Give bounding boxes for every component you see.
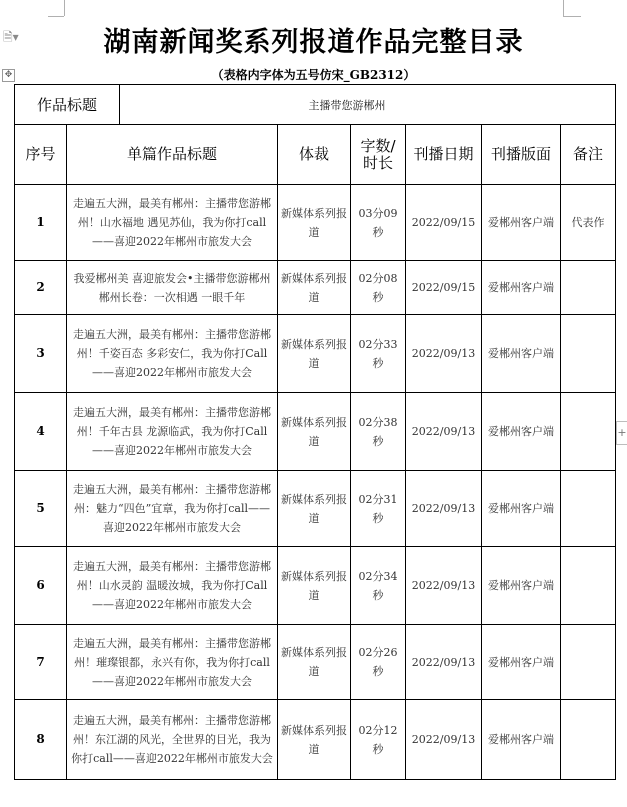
table-row — [15, 547, 616, 625]
row-section: 爱郴州客户端 — [482, 547, 561, 625]
row-section: 爱郴州客户端 — [482, 393, 561, 471]
row-genre: 新媒体系列报道 — [278, 185, 351, 261]
row-title: 我爱郴州美 喜迎旅发会•主播带您游郴州 郴州长卷：一次相遇 一眼千年 — [67, 261, 278, 315]
row-title: 走遍五大洲，最美有郴州：主播带您游郴州！千年古县 龙源临武，我为你打Call——喜迎2022年郴州市旅发大会 — [67, 393, 278, 471]
row-no: 4 — [15, 393, 67, 471]
row-date: 2022/09/15 — [406, 261, 482, 315]
row-note — [561, 261, 616, 315]
crop-mark-top-left-horizontal — [48, 16, 64, 18]
table-row — [15, 700, 616, 780]
row-section: 爱郴州客户端 — [482, 185, 561, 261]
page-subtitle: （表格内字体为五号仿宋_GB2312） — [211, 68, 416, 82]
document-icon[interactable]: 🗎▾ — [3, 30, 19, 44]
row-note — [561, 393, 616, 471]
row-duration: 02分12秒 — [351, 700, 406, 780]
work-title-row — [15, 85, 616, 125]
row-duration: 02分34秒 — [351, 547, 406, 625]
col-header-title: 单篇作品标题 — [67, 125, 278, 185]
row-date: 2022/09/13 — [406, 625, 482, 700]
row-no: 6 — [15, 547, 67, 625]
page-title: 湖南新闻奖系列报道作品完整目录 — [103, 27, 524, 58]
add-column-plus-icon[interactable]: + — [616, 421, 627, 445]
row-no: 2 — [15, 261, 67, 315]
row-date: 2022/09/13 — [406, 315, 482, 393]
row-genre: 新媒体系列报道 — [278, 471, 351, 547]
row-date: 2022/09/13 — [406, 547, 482, 625]
row-genre: 新媒体系列报道 — [278, 261, 351, 315]
row-section: 爱郴州客户端 — [482, 625, 561, 700]
crop-mark-top-right-horizontal — [563, 16, 581, 18]
col-header-date: 刊播日期 — [406, 125, 482, 185]
row-note — [561, 625, 616, 700]
work-title-value: 主播带您游郴州 — [278, 85, 616, 125]
row-note — [561, 315, 616, 393]
row-note — [561, 547, 616, 625]
table-move-handle-icon[interactable]: ✥ — [2, 69, 15, 82]
row-duration: 02分08秒 — [351, 261, 406, 315]
row-note — [561, 700, 616, 780]
work-title-label: 作品标题 — [15, 85, 120, 124]
row-duration: 02分26秒 — [351, 625, 406, 700]
works-table — [14, 84, 616, 780]
row-section: 爱郴州客户端 — [482, 261, 561, 315]
row-title: 走遍五大洲，最美有郴州：主播带您游郴州！璀璨银都，永兴有你，我为你打call——喜迎2022年郴州市旅发大会 — [67, 625, 278, 700]
table-row — [15, 625, 616, 700]
col-header-genre: 体裁 — [278, 125, 351, 185]
row-title: 走遍五大洲，最美有郴州：主播带您游郴州！山水灵韵 温暖汝城，我为你打Call——喜迎2022年郴州市旅发大会 — [67, 547, 278, 625]
row-title: 走遍五大洲，最美有郴州：主播带您游郴州！东江湖的风光，全世界的目光，我为你打call——喜迎2022年郴州市旅发大会 — [67, 700, 278, 780]
table-row — [15, 185, 616, 261]
row-no: 8 — [15, 700, 67, 780]
row-date: 2022/09/13 — [406, 700, 482, 780]
row-title: 走遍五大洲，最美有郴州：主播带您游郴州！山水福地 遇见苏仙，我为你打call——喜迎2022年郴州市旅发大会 — [67, 185, 278, 261]
row-duration: 02分33秒 — [351, 315, 406, 393]
row-genre: 新媒体系列报道 — [278, 393, 351, 471]
row-note: 代表作 — [561, 185, 616, 261]
row-genre: 新媒体系列报道 — [278, 315, 351, 393]
row-date: 2022/09/13 — [406, 393, 482, 471]
row-duration: 02分38秒 — [351, 393, 406, 471]
row-duration: 03分09秒 — [351, 185, 406, 261]
table-row — [15, 471, 616, 547]
row-genre: 新媒体系列报道 — [278, 700, 351, 780]
row-no: 5 — [15, 471, 67, 547]
row-no: 7 — [15, 625, 67, 700]
table-row — [15, 393, 616, 471]
row-no: 3 — [15, 315, 67, 393]
col-header-duration: 字数/时长 — [351, 125, 406, 185]
column-header-row — [15, 125, 616, 185]
table-row — [15, 261, 616, 315]
table-row — [15, 315, 616, 393]
row-title: 走遍五大洲，最美有郴州：主播带您游郴州：魅力“四色”宜章，我为你打call——喜迎2022年郴州市旅发大会 — [67, 471, 278, 547]
row-date: 2022/09/13 — [406, 471, 482, 547]
row-duration: 02分31秒 — [351, 471, 406, 547]
row-genre: 新媒体系列报道 — [278, 625, 351, 700]
row-section: 爱郴州客户端 — [482, 315, 561, 393]
row-date: 2022/09/15 — [406, 185, 482, 261]
col-header-no: 序号 — [15, 125, 67, 185]
row-note — [561, 471, 616, 547]
row-no: 1 — [15, 185, 67, 261]
crop-mark-top-left — [64, 0, 66, 16]
col-header-section: 刊播版面 — [482, 125, 561, 185]
col-header-note: 备注 — [561, 125, 616, 185]
row-section: 爱郴州客户端 — [482, 471, 561, 547]
crop-mark-top-right — [563, 0, 565, 16]
row-section: 爱郴州客户端 — [482, 700, 561, 780]
row-genre: 新媒体系列报道 — [278, 547, 351, 625]
row-title: 走遍五大洲，最美有郴州：主播带您游郴州！千姿百态 多彩安仁，我为你打Call——喜迎2022年郴州市旅发大会 — [67, 315, 278, 393]
